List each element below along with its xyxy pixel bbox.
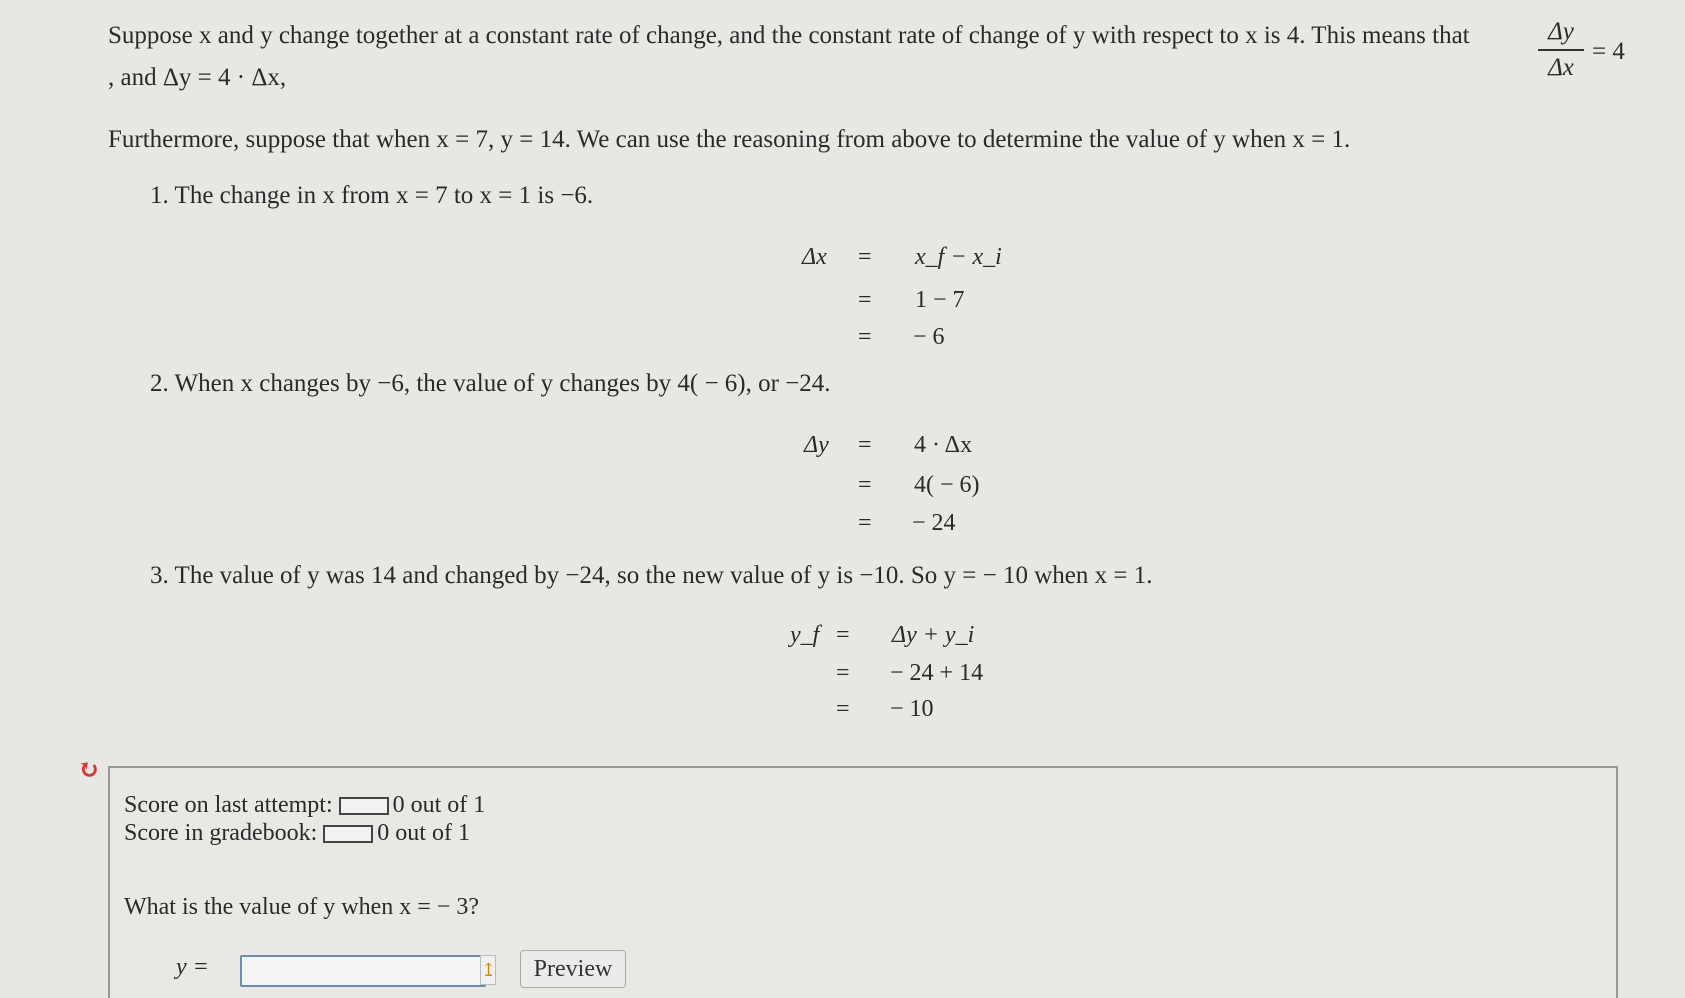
equation-rhs: 4( − 6): [914, 472, 980, 498]
fraction-numerator: Δy: [1548, 18, 1574, 45]
equals-sign: =: [858, 324, 872, 350]
equals-sign: =: [858, 432, 872, 458]
equation-rhs: − 10: [890, 696, 934, 722]
question-text: What is the value of y when x = − 3?: [124, 894, 479, 920]
equation-rhs: − 24 + 14: [890, 660, 984, 686]
step-1-text: 1. The change in x from x = 7 to x = 1 is −6.: [150, 182, 594, 209]
refresh-icon[interactable]: ↻: [78, 755, 100, 784]
equation-lhs: Δy: [804, 432, 829, 458]
equation-lhs: y_f: [790, 622, 820, 648]
fraction-bar: [1538, 49, 1584, 51]
score-indicator-box: [323, 825, 373, 843]
furthermore-text: Furthermore, suppose that when x = 7, y = 14. We can use the reasoning from above to determine the value of y when x = 1.: [108, 126, 1351, 153]
equation-lhs: Δx: [802, 244, 827, 270]
score-indicator-box: [339, 797, 389, 815]
rate-fraction: [1538, 18, 1584, 82]
equation-rhs: 1 − 7: [915, 287, 965, 313]
equation-rhs: 4 · Δx: [914, 432, 973, 458]
score-gradebook: [124, 820, 470, 847]
equals-sign: =: [858, 287, 872, 313]
answer-status-icon: ↥: [480, 955, 496, 985]
score-panel: [108, 766, 1618, 891]
score-last-attempt: [124, 792, 485, 819]
equation-rhs: x_f − x_i: [915, 244, 1002, 270]
equals-sign: =: [836, 622, 850, 648]
equals-sign: =: [858, 244, 872, 270]
answer-label: y =: [176, 954, 209, 980]
intro-line-2: , and Δy = 4 · Δx,: [108, 64, 287, 91]
equation-rhs: − 6: [913, 324, 945, 350]
equals-sign: =: [836, 696, 850, 722]
score-gradebook-label: Score in gradebook:: [124, 820, 318, 846]
preview-button[interactable]: Preview: [520, 950, 626, 988]
fraction-rhs: = 4: [1592, 38, 1625, 65]
equation-rhs: − 24: [912, 510, 956, 536]
equals-sign: =: [836, 660, 850, 686]
score-gradebook-value: 0 out of 1: [377, 820, 470, 846]
equals-sign: =: [858, 510, 872, 536]
score-last-attempt-label: Score on last attempt:: [124, 792, 333, 818]
step-2-text: 2. When x changes by −6, the value of y changes by 4( − 6), or −24.: [150, 370, 831, 397]
score-last-attempt-value: 0 out of 1: [392, 792, 486, 818]
step-3-text: 3. The value of y was 14 and changed by −24, so the new value of y is −10. So y = − 10 when x = 1.: [150, 562, 1153, 589]
answer-input[interactable]: [240, 955, 486, 987]
equals-sign: =: [858, 472, 872, 498]
equation-rhs: Δy + y_i: [892, 622, 975, 648]
fraction-denominator: Δx: [1548, 54, 1574, 81]
intro-line-1: Suppose x and y change together at a constant rate of change, and the constant rate of change of y with respect to x is 4. This means that: [108, 22, 1470, 49]
